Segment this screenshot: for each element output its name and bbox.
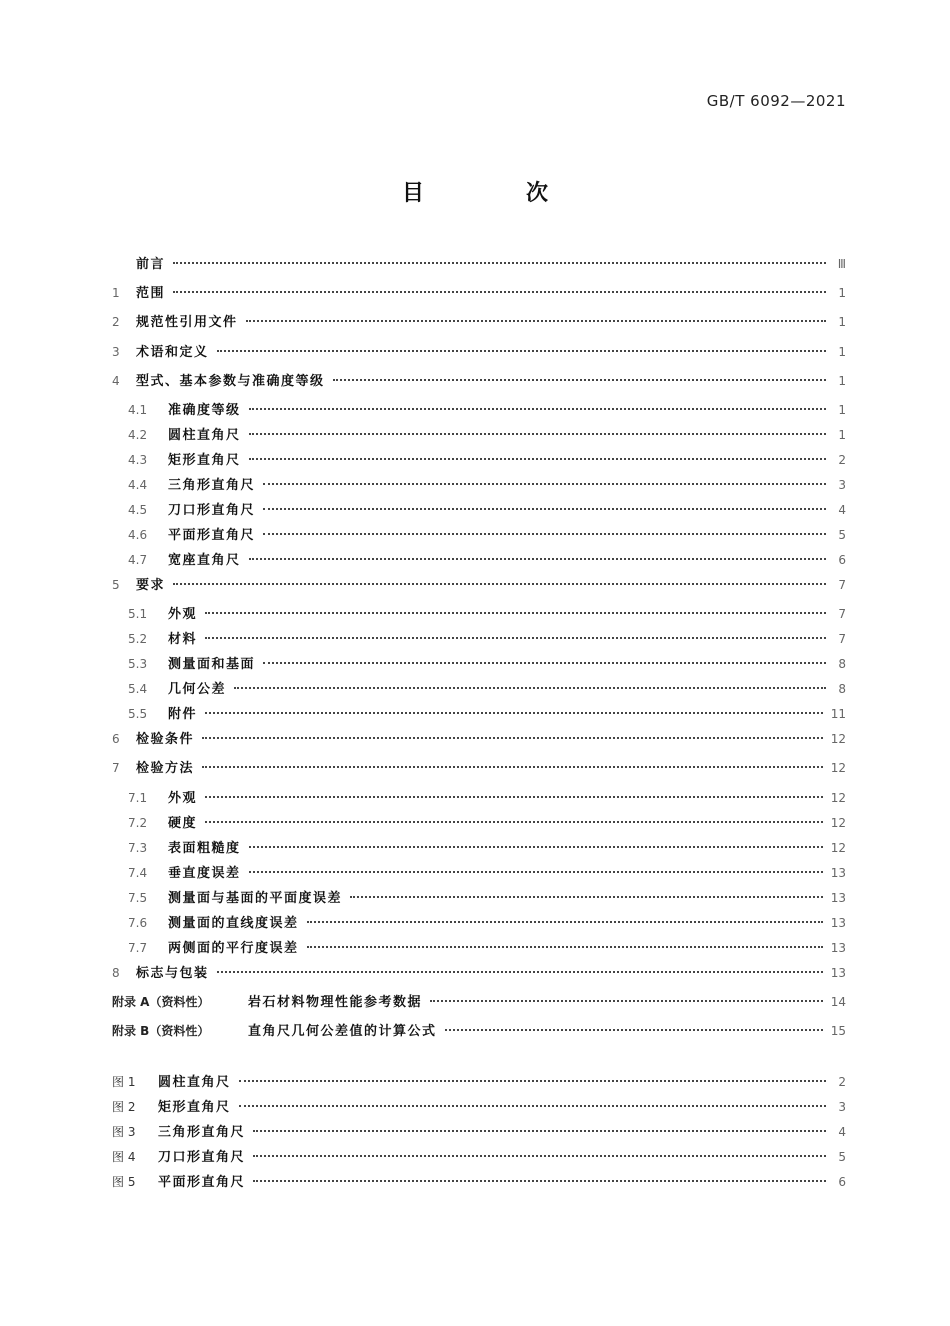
toc-entry[interactable] (112, 424, 846, 449)
toc-entry-number: 4.2 (128, 427, 148, 442)
toc-entry-number: 4.4 (128, 477, 148, 492)
toc-entry-number: 4.5 (128, 502, 148, 517)
toc-entry-page: 15 (830, 1023, 846, 1038)
toc-entry[interactable] (112, 912, 846, 937)
toc-entry[interactable] (112, 728, 846, 757)
dot-leader (239, 1080, 826, 1082)
toc-entry[interactable] (112, 1146, 846, 1171)
toc-entry-page: Ⅲ (837, 257, 846, 271)
toc-entry-number: 7.7 (128, 940, 148, 955)
toc-entry[interactable] (112, 812, 846, 837)
toc-entry-label: 矩形直角尺 (158, 1100, 231, 1116)
toc-entry-label: 岩石材料物理性能参考数据 (248, 994, 423, 1010)
toc-entry-label: 测量面的直线度误差 (168, 915, 299, 931)
toc-entry-number: 6 (112, 732, 120, 747)
toc-entry[interactable] (112, 449, 846, 474)
dot-leader (445, 1029, 823, 1031)
dot-leader (350, 896, 823, 898)
toc-entry-number: 7.4 (128, 865, 148, 880)
toc-entry[interactable] (112, 1071, 846, 1096)
toc-entry-page: 8 (838, 657, 846, 672)
dot-leader (173, 291, 826, 293)
dot-leader (307, 946, 823, 948)
toc-entry-page: 13 (830, 965, 846, 980)
dot-leader (205, 796, 823, 798)
toc-entry[interactable] (112, 574, 846, 603)
toc-entry[interactable] (112, 370, 846, 399)
toc-entry-page: 12 (830, 761, 846, 776)
toc-entry-label: 准确度等级 (168, 402, 241, 418)
toc-entry-page: 1 (838, 373, 846, 388)
dot-leader (234, 687, 826, 689)
toc-entry-page: 1 (838, 427, 846, 442)
toc-entry-number: 2 (112, 315, 120, 330)
toc-entry-number: 5.3 (128, 657, 148, 672)
toc-entry-label: 三角形直角尺 (168, 477, 256, 493)
page-title: 目 次 (401, 181, 588, 206)
toc-entry-label: 术语和定义 (136, 344, 209, 360)
toc-entry-page: 14 (830, 994, 846, 1009)
toc-entry-number: 4.7 (128, 552, 148, 567)
toc-entry-label: 平面形直角尺 (158, 1175, 246, 1191)
dot-leader (205, 712, 823, 714)
toc-entry-page: 2 (838, 1075, 846, 1090)
standard-code: GB/T 6092—2021 (706, 92, 846, 110)
toc-entry-number: 3 (112, 344, 120, 359)
dot-leader (253, 1130, 826, 1132)
toc-entry-label: 圆柱直角尺 (158, 1075, 231, 1091)
toc-entry-label: 表面粗糙度 (168, 840, 241, 856)
toc-entry[interactable] (112, 1171, 846, 1196)
toc-entry-page: 1 (838, 315, 846, 330)
toc-entry-number: 4.6 (128, 527, 148, 542)
toc-entry-page: 13 (830, 915, 846, 930)
toc-entry-page: 12 (830, 815, 846, 830)
toc-entry-number: 图 5 (112, 1175, 136, 1190)
toc-entry-page: 3 (838, 477, 846, 492)
dot-leader (202, 737, 823, 739)
toc-entry[interactable] (112, 787, 846, 812)
toc-entry-page: 12 (830, 840, 846, 855)
toc-entry[interactable] (112, 603, 846, 628)
toc-entry-number: 图 3 (112, 1125, 136, 1140)
toc-entry-label: 标志与包装 (136, 965, 209, 981)
toc-entry-number: 8 (112, 965, 120, 980)
toc-entry-label: 检验方法 (136, 761, 195, 777)
toc-entry-label: 三角形直角尺 (158, 1125, 246, 1141)
dot-leader (263, 483, 826, 485)
toc-entry[interactable] (112, 399, 846, 424)
toc-entry-page: 1 (838, 402, 846, 417)
toc-entry-label: 测量面和基面 (168, 657, 256, 673)
toc-entry-label: 规范性引用文件 (136, 315, 238, 331)
toc-entry-page: 6 (838, 552, 846, 567)
toc-entry-page: 4 (838, 502, 846, 517)
toc-entry-number: 7.2 (128, 815, 148, 830)
toc-entry[interactable] (112, 862, 846, 887)
toc-entry[interactable] (112, 628, 846, 653)
toc-entry-number: 附录 A（资料性） (112, 994, 210, 1009)
dot-leader (249, 558, 826, 560)
dot-leader (239, 1105, 826, 1107)
toc-entry[interactable] (112, 549, 846, 574)
toc-entry[interactable] (112, 937, 846, 962)
toc-entry-page: 13 (830, 940, 846, 955)
toc-entry[interactable] (112, 499, 846, 524)
toc-entry-page: 7 (838, 607, 846, 622)
toc-entry-number: 5.5 (128, 707, 148, 722)
toc-entry-page: 2 (838, 452, 846, 467)
toc-entry[interactable] (112, 311, 846, 340)
dot-leader (249, 871, 823, 873)
toc-entry-label: 垂直度误差 (168, 865, 241, 881)
toc-entry-number: 7.1 (128, 790, 148, 805)
toc-entry-page: 7 (838, 577, 846, 592)
toc-entry-number: 附录 B（资料性） (112, 1023, 210, 1038)
toc-entry-label: 几何公差 (168, 682, 227, 698)
dot-leader (205, 637, 826, 639)
toc-entry-page: 4 (838, 1125, 846, 1140)
toc-entry-label: 矩形直角尺 (168, 452, 241, 468)
dot-leader (217, 971, 823, 973)
toc-entry[interactable] (112, 991, 846, 1020)
toc-entry-label: 型式、基本参数与准确度等级 (136, 373, 325, 389)
toc-entry[interactable] (112, 678, 846, 703)
toc-entry-label: 两侧面的平行度误差 (168, 940, 299, 956)
toc-entry-number: 4.3 (128, 452, 148, 467)
toc-entry[interactable] (112, 887, 846, 912)
toc-entry-number: 7.5 (128, 890, 148, 905)
dot-leader (246, 320, 826, 322)
toc-entry-label: 外观 (168, 607, 198, 623)
toc-entry[interactable] (112, 962, 846, 991)
toc-entry-label: 范围 (136, 286, 166, 302)
toc-entry-label: 前言 (136, 257, 166, 272)
toc-entry-page: 11 (830, 707, 846, 722)
toc-entry[interactable] (112, 757, 846, 786)
toc-entry-label: 圆柱直角尺 (168, 427, 241, 443)
toc-entry-page: 8 (838, 682, 846, 697)
toc-entry-number: 5.1 (128, 607, 148, 622)
dot-leader (307, 921, 823, 923)
dot-leader (173, 583, 826, 585)
toc-entry-page: 7 (838, 632, 846, 647)
toc-entry[interactable] (112, 524, 846, 549)
dot-leader (249, 433, 826, 435)
toc-entry-label: 宽座直角尺 (168, 552, 241, 568)
toc-entry[interactable] (112, 703, 846, 728)
toc-entry[interactable] (112, 341, 846, 370)
toc-entry-page: 12 (830, 732, 846, 747)
toc-entry-label: 检验条件 (136, 732, 195, 748)
toc-entry-number: 图 4 (112, 1150, 136, 1165)
toc-entry-number: 7.3 (128, 840, 148, 855)
toc-entry-label: 刀口形直角尺 (158, 1150, 246, 1166)
dot-leader (205, 612, 826, 614)
toc-entry-number: 图 1 (112, 1075, 136, 1090)
toc-entry-label: 材料 (168, 632, 198, 648)
dot-leader (263, 508, 826, 510)
toc-entry-number: 5.4 (128, 682, 148, 697)
toc-entry-number: 5.2 (128, 632, 148, 647)
dot-leader (205, 821, 823, 823)
toc-list (112, 253, 846, 1049)
dot-leader (430, 1000, 823, 1002)
toc-entry-number: 4.1 (128, 402, 148, 417)
toc-entry-page: 6 (838, 1175, 846, 1190)
toc-entry[interactable] (112, 1020, 846, 1049)
toc-entry-page: 1 (838, 286, 846, 301)
dot-leader (249, 408, 826, 410)
toc-entry-label: 平面形直角尺 (168, 527, 256, 543)
dot-leader (263, 662, 826, 664)
toc-entry-label: 要求 (136, 577, 166, 593)
table-of-contents (112, 253, 846, 1196)
toc-entry-number: 图 2 (112, 1100, 136, 1115)
dot-leader (333, 379, 826, 381)
toc-entry[interactable] (112, 282, 846, 311)
toc-entry-page: 5 (838, 1150, 846, 1165)
toc-entry-page: 13 (830, 865, 846, 880)
dot-leader (253, 1155, 826, 1157)
toc-entry-label: 外观 (168, 790, 198, 806)
toc-entry-label: 硬度 (168, 815, 198, 831)
toc-entry-label: 直角尺几何公差值的计算公式 (248, 1023, 437, 1039)
toc-entry-number: 5 (112, 577, 120, 592)
toc-entry-label: 刀口形直角尺 (168, 502, 256, 518)
toc-entry-page: 13 (830, 890, 846, 905)
toc-entry-page: 3 (838, 1100, 846, 1115)
toc-entry-page: 1 (838, 344, 846, 359)
toc-entry-label: 测量面与基面的平面度误差 (168, 890, 343, 906)
dot-leader (253, 1180, 826, 1182)
toc-entry[interactable] (112, 837, 846, 862)
toc-gap (112, 1049, 846, 1071)
toc-entry-page: 5 (838, 527, 846, 542)
dot-leader (217, 350, 826, 352)
toc-entry-number: 4 (112, 373, 120, 388)
toc-entry[interactable] (112, 653, 846, 678)
dot-leader (173, 262, 826, 264)
toc-entry-number: 7 (112, 761, 120, 776)
toc-entry-number: 7.6 (128, 915, 148, 930)
figure-list (112, 1071, 846, 1196)
dot-leader (249, 846, 823, 848)
dot-leader (249, 458, 826, 460)
toc-entry[interactable] (112, 1121, 846, 1146)
toc-entry[interactable] (112, 1096, 846, 1121)
dot-leader (202, 766, 823, 768)
toc-entry-number: 1 (112, 286, 120, 301)
toc-entry[interactable] (112, 253, 846, 282)
dot-leader (263, 533, 826, 535)
toc-entry-page: 12 (830, 790, 846, 805)
toc-entry[interactable] (112, 474, 846, 499)
toc-entry-label: 附件 (168, 707, 198, 723)
